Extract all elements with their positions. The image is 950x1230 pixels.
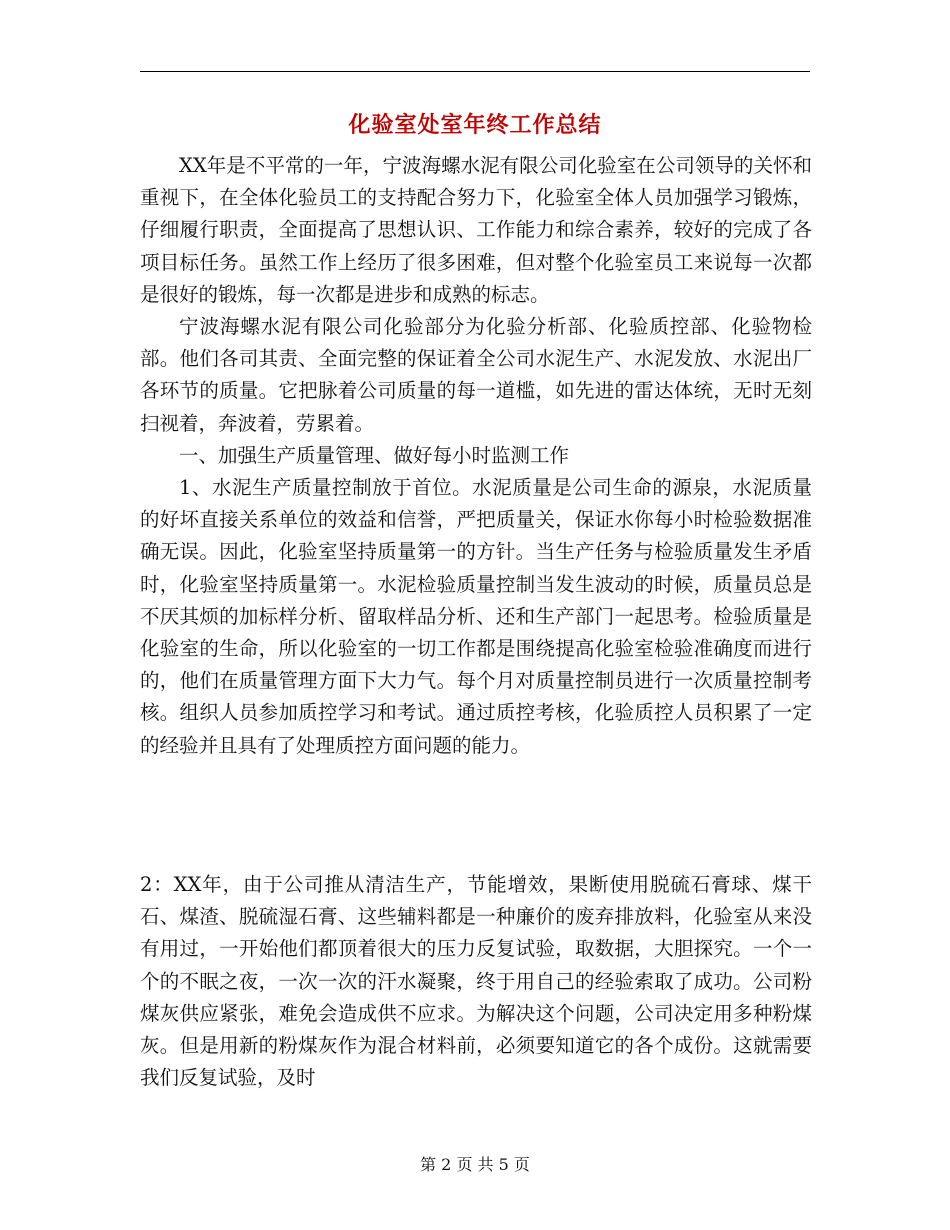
- document-title: 化验室处室年终工作总结: [348, 112, 602, 138]
- header-rule: [140, 71, 810, 72]
- document-body-lower: [140, 869, 812, 1094]
- section-heading-quality-management: 一、加强生产质量管理、做好每小时监测工作: [179, 443, 570, 467]
- paragraph-item-1: 1、水泥生产质量控制放于首位。水泥质量是公司生命的源泉，水泥质量的好坏直接关系单位的效益和信誉，严把质量关，保证水你每小时检验数据准确无误。因此，化验室坚持质量第一的方针。当生产任务与检验质量发生矛盾时，化验室坚持质量第一。水泥检验质量控制当发生波动的时候，质量员总是不厌其烦的加标样分析、留取样品分析、还和生产部门一起思考。检验质量是化验室的生命，所以化验室的一切工作都是围绕提高化验室检验准确度而进行的，他们在质量管理方面下大力气。每个月对质量控制员进行一次质量控制考核。组织人员参加质控学习和考试。通过质控考核，化验质控人员积累了一定的经验并且具有了处理质控方面问题的能力。: [140, 476, 812, 757]
- document-body-upper: [140, 150, 812, 762]
- paragraph-item-2: 2：XX年，由于公司推从清洁生产，节能增效，果断使用脱硫石膏球、煤干石、煤渣、脱硫湿石膏、这些辅料都是一种廉价的废弃排放料，化验室从来没有用过，一开始他们都顶着很大的压力反复试验，取数据，大胆探究。一个一个的不眠之夜，一次一次的汗水凝聚，终于用自己的经验索取了成功。公司粉煤灰供应紧张，难免会造成供不应求。为解决这个问题，公司决定用多种粉煤灰。但是用新的粉煤灰作为混合材料前，必须要知道它的各个成份。这就需要我们反复试验，及时: [140, 873, 812, 1090]
- page-number-footer: 第 2 页 共 5 页: [420, 1155, 530, 1174]
- paragraph-departments: 宁波海螺水泥有限公司化验部分为化验分析部、化验质控部、化验物检部。他们各司其责、全面完整的保证着全公司水泥生产、水泥发放、水泥出厂各环节的质量。它把脉着公司质量的每一道槛，如先进的雷达体统，无时无刻扫视着，奔波着，劳累着。: [140, 315, 812, 435]
- paragraph-intro: XX年是不平常的一年，宁波海螺水泥有限公司化验室在公司领导的关怀和重视下，在全体化验员工的支持配合努力下，化验室全体人员加强学习锻炼，仔细履行职责，全面提高了思想认识、工作能力和综合素养，较好的完成了各项目标任务。虽然工作上经历了很多困难，但对整个化验室员工来说每一次都是很好的锻炼，每一次都是进步和成熟的标志。: [140, 154, 812, 306]
